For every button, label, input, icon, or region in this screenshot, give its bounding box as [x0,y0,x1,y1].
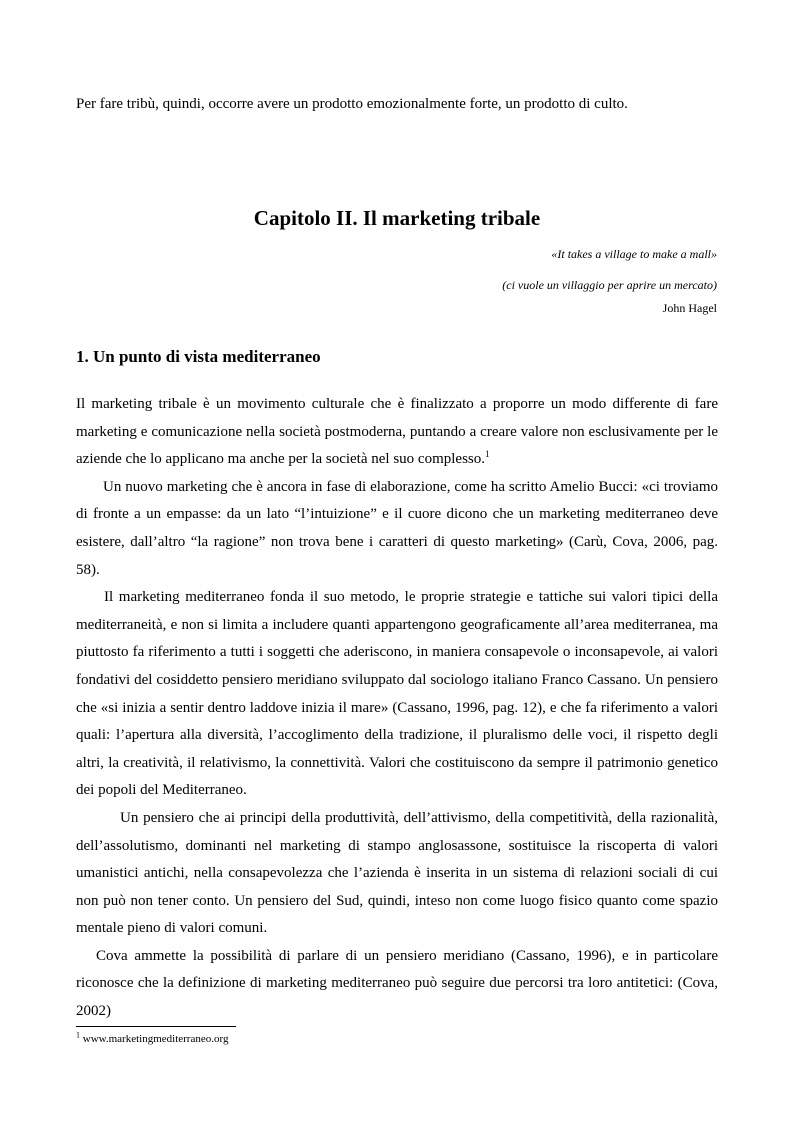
paragraph-3: Il marketing mediterraneo fonda il suo metodo, le proprie strategie e tattiche sui valori tipici della mediterraneità, e non si limita a includere quanti appartengono geograficamente all’area mediterranea, ma piuttosto fa riferimento a tutti i soggetti che aderiscono, in maniera consapevole o inconsapevole, ai valori fondativi del cosiddetto pensiero meridiano sviluppato dal sociologo italiano Franco Cassano. Un pensiero che «si inizia a sentir dentro laddove inizia il mare» (Cassano, 1996, pag. 12), e che fa riferimento a valori quali: l’apertura alla diversità, l’accoglimento della tradizione, il pluralismo delle voci, il rispetto degli altri, la creatività, il relativismo, la connettività. Valori che costituiscono da sempre il patrimonio genetico dei popoli del Mediterraneo. [76,589,718,799]
intro-sentence: Per fare tribù, quindi, occorre avere un prodotto emozionalmente forte, un prodotto di culto. [76,96,628,112]
paragraph-4: Un pensiero che ai principi della produttività, dell’attivismo, della competitività, della razionalità, dell’assolutismo, dominanti nel marketing di stampo anglosassone, sostituisce la riscoperta di valori umanistici antichi, nella consapevolezza che l’azienda è inserita in un sistema di relazioni sociali di cui non può non tener conto. Un pensiero del Sud, quindi, inteso non come luogo fisico quanto come spazio mentale pieno di valori comuni. [76,809,718,937]
epigraph-quote: «It takes a village to make a mall» [551,247,717,261]
paragraph-1 [76,391,718,474]
footnote-text: www.marketingmediterraneo.org [82,1033,229,1045]
epigraph-author: John Hagel [662,301,717,315]
footnote [76,1032,228,1046]
footnote-number: 1 [76,1030,80,1040]
paragraph-1-text: Il marketing tribale è un movimento culturale che è finalizzato a proporre un modo differente di fare marketing e comunicazione nella società postmoderna, puntando a creare valore non esclusivamente per le aziende che lo applicano ma anche per la società nel suo complesso. [76,396,718,468]
footnote-reference[interactable]: 1 [485,449,490,460]
epigraph-translation: (ci vuole un villaggio per aprire un mercato) [502,278,717,292]
body-text [76,391,718,1026]
paragraph-2: Un nuovo marketing che è ancora in fase di elaborazione, come ha scritto Amelio Bucci: «ci troviamo di fronte a un empasse: da un lato “l’intuizione” e il cuore dicono che un marketing mediterraneo deve esistere, dall’altro “la ragione” non trova bene i caratteri di questo marketing» (Carù, Cova, 2006, pag. 58). [76,478,718,578]
footnote-divider [76,1026,236,1027]
chapter-title: Capitolo II. Il marketing tribale [253,206,541,230]
section-title: 1. Un punto di vista mediterraneo [76,347,321,366]
paragraph-5: Cova ammette la possibilità di parlare di un pensiero meridiano (Cassano, 1996), e in particolare riconosce che la definizione di marketing mediterraneo può seguire due percorsi tra loro antitetici: (Cova, 2002) [76,947,718,1020]
